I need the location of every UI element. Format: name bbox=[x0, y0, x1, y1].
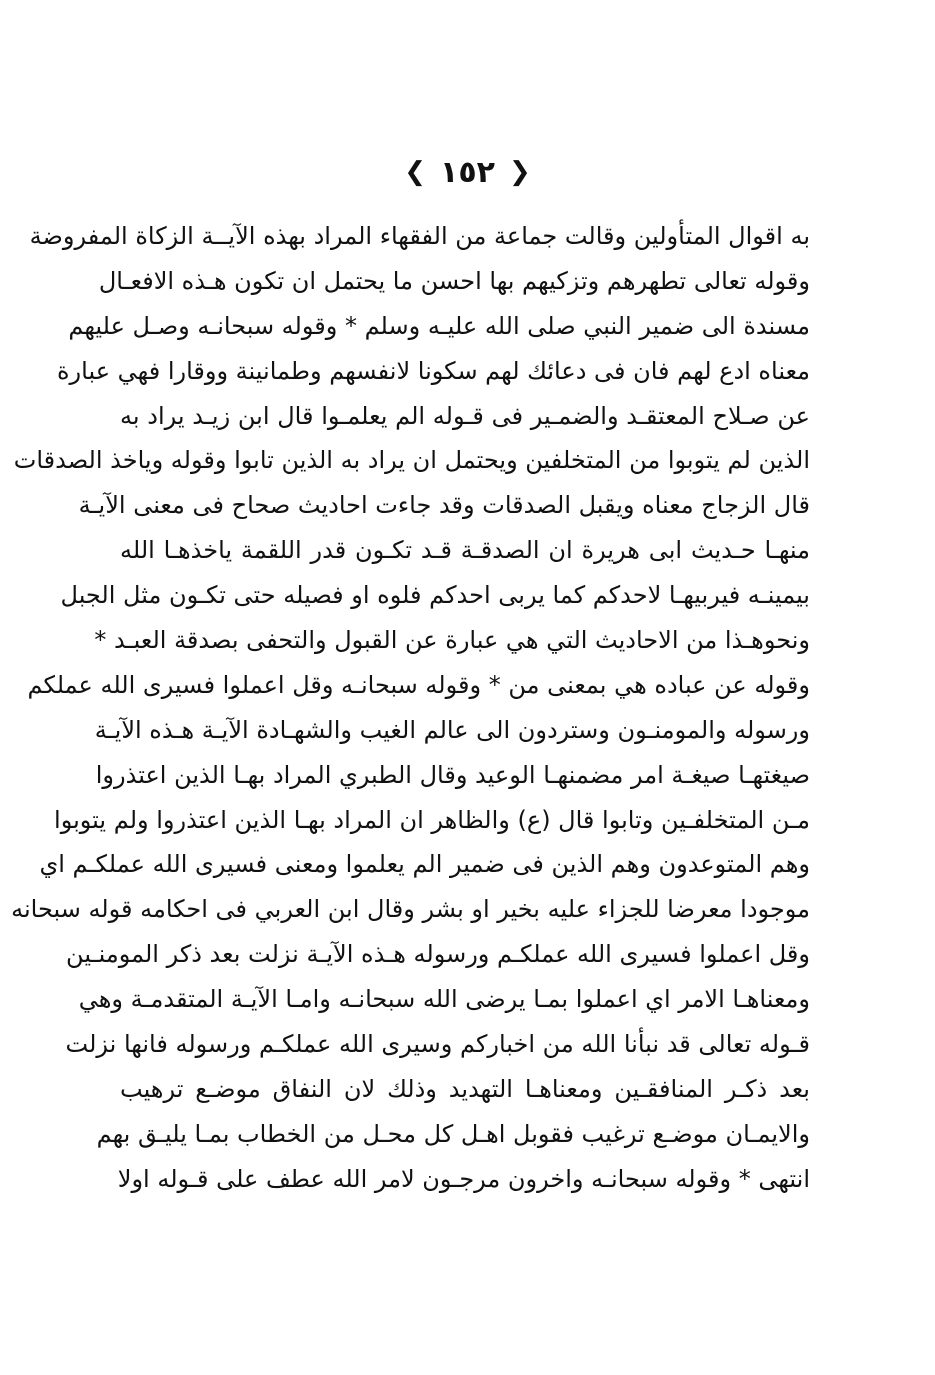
text-line: وهم المتوعدون وهم الذين فى ضمير الم يعلموا ومعنى فسيرى الله عملكـم اي bbox=[39, 850, 810, 879]
text-line: قال الزجاج معناه ويقبل الصدقات وقد جاءت احاديث صحاح فى معنى الآيـة bbox=[78, 491, 810, 520]
text-line: عن صـلاح المعتقـد والضمـير فى قـوله الم يعلمـوا قال ابن زيـد يراد به bbox=[120, 401, 810, 430]
body-text bbox=[11, 214, 810, 1202]
page-header bbox=[0, 150, 935, 194]
text-line: معناه ادع لهم فان فى دعائك لهم سكونا لانفسهم وطمانينة ووقارا فهي عبارة bbox=[56, 356, 810, 385]
text-line: والايمـان موضـع ترغيب فقوبل اهـل كل محـل من الخطاب بمـا يليـق بهم bbox=[96, 1119, 810, 1148]
text-line: صيغتهـا صيغـة امر مضمنهـا الوعيد وقال الطبري المراد بهـا الذين اعتذروا bbox=[95, 760, 810, 789]
text-line: بيمينـه فيربيهـا لاحدكم كما يربى احدكم فلوه او فصيله حتى تكـون مثل الجبل bbox=[60, 581, 810, 610]
text-line: قـوله تعالى قد نبأنا الله من اخباركم وسيرى الله عملكـم ورسوله فانها نزلت bbox=[65, 1030, 810, 1059]
text-line: الذين لم يتوبوا من المتخلفين ويحتمل ان يراد به الذين تابوا وقوله وياخذ الصدقات bbox=[13, 446, 810, 475]
text-line: بعد ذكـر المنافقـين ومعناهـا التهديد وذلك لان النفاق موضـع ترهيب bbox=[120, 1074, 810, 1103]
left-ornament-icon: ❮ bbox=[508, 157, 531, 187]
text-line: مسندة الى ضمير النبي صلى الله عليـه وسلم * وقوله سبحانـه وصـل عليهم bbox=[68, 311, 810, 340]
page-number: ١٥٢ bbox=[440, 154, 495, 190]
text-line: وقل اعملوا فسيرى الله عملكـم ورسوله هـذه الآيـة نزلت بعد ذكر المومنـين bbox=[66, 940, 810, 969]
text-line: انتهى * وقوله سبحانـه واخرون مرجـون لامر الله عطف على قـوله اولا bbox=[117, 1164, 810, 1193]
right-ornament-icon: ❯ bbox=[404, 157, 427, 187]
text-line: منهـا حـديث ابى هريرة ان الصدقـة قـد تكـون قدر اللقمة ياخذهـا الله bbox=[120, 536, 810, 565]
text-line: مـن المتخلفـين وتابوا قال (ع) والظاهر ان المراد بهـا الذين اعتذروا ولم يتوبوا bbox=[54, 805, 810, 834]
text-line: ورسوله والمومنـون وستردون الى عالم الغيب والشهـادة الآيـة هـذه الآيـة bbox=[94, 715, 810, 744]
text-line: موجودا معرضا للجزاء عليه بخير او بشر وقال ابن العربي فى احكامه قوله سبحانه bbox=[11, 895, 810, 924]
text-line: ومعناهـا الامر اي اعملوا بمـا يرضى الله سبحانـه وامـا الآيـة المتقدمـة وهي bbox=[78, 985, 810, 1014]
text-line: به اقوال المتأولين وقالت جماعة من الفقهاء المراد بهذه الآيــة الزكاة المفروضة bbox=[29, 222, 810, 250]
text-line: وقوله تعالى تطهرهم وتزكيهم بها احسن ما يحتمل ان تكون هـذه الافعـال bbox=[98, 266, 810, 295]
text-line: ونحوهـذا من الاحاديث التي هي عبارة عن القبول والتحفى بصدقة العبـد * bbox=[94, 626, 810, 655]
text-line: وقوله عن عباده هي بمعنى من * وقوله سبحانـه وقل اعملوا فسيرى الله عملكم bbox=[27, 670, 810, 699]
